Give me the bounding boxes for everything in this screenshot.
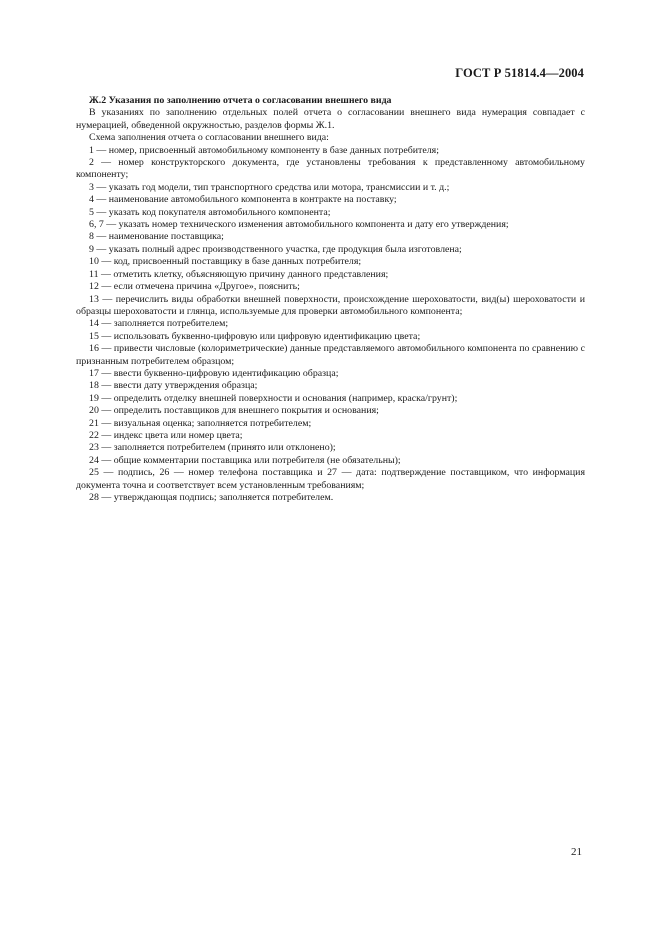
list-item: 20 — определить поставщиков для внешнего покрытия и основания;	[89, 405, 379, 417]
list-item: 6, 7 — указать номер технического изменения автомобильного компонента и дату его утверждения;	[89, 219, 509, 231]
section-title: Ж.2 Указания по заполнению отчета о согласовании внешнего вида	[89, 95, 392, 106]
list-item: 15 — использовать буквенно-цифровую или цифровую идентификацию цвета;	[89, 330, 421, 342]
list-item: 24 — общие комментарии поставщика или потребителя (не обязательны);	[89, 454, 401, 466]
list-item: 9 — указать полный адрес производственного участка, где продукция была изготовлена;	[89, 243, 462, 255]
list-item: 1 — номер, присвоенный автомобильному компоненту в базе данных потребителя;	[89, 144, 439, 156]
list-item: 4 — наименование автомобильного компонента в контракте на поставку;	[89, 194, 397, 206]
list-item: 2 — номер конструкторского документа, где установлены требования к представленному автомобильному компоненту;	[76, 157, 585, 181]
paragraph-scheme-heading: Схема заполнения отчета о согласовании внешнего вида:	[89, 132, 329, 144]
list-item: 25 — подпись, 26 — номер телефона поставщика и 27 — дата: подтверждение поставщиком, что информация документа точна и соответствует всем установленным требованиям;	[76, 467, 585, 491]
list-item: 12 — если отмечена причина «Другое», пояснить;	[89, 281, 300, 293]
list-item: 11 — отметить клетку, объясняющую причину данного представления;	[89, 268, 389, 280]
list-item: 14 — заполняется потребителем;	[89, 318, 229, 330]
list-item: 17 — ввести буквенно-цифровую идентификацию образца;	[89, 367, 339, 379]
list-item: 13 — перечислить виды обработки внешней поверхности, происхождение шероховатости, вид(ы) шероховатости и образцы шероховатости и глянца, используемые для проверки автомобильного компонента;	[76, 293, 585, 317]
list-item: 19 — определить отделку внешней поверхности и основания (например, краска/грунт);	[89, 392, 458, 404]
list-item: 5 — указать код покупателя автомобильного компонента;	[89, 206, 331, 218]
paragraph-intro: В указаниях по заполнению отдельных полей отчета о согласовании внешнего вида нумерация совпадает с нумерацией, обведенной окружностью, разделов формы Ж.1.	[76, 107, 585, 131]
list-item: 28 — утверждающая подпись; заполняется потребителем.	[89, 492, 334, 503]
list-item: 21 — визуальная оценка; заполняется потребителем;	[89, 417, 312, 429]
list-item: 18 — ввести дату утверждения образца;	[89, 380, 258, 392]
list-item: 10 — код, присвоенный поставщику в базе данных потребителя;	[89, 256, 362, 268]
standard-header: ГОСТ Р 51814.4—2004	[455, 66, 584, 80]
list-item: 22 — индекс цвета или номер цвета;	[89, 429, 243, 441]
list-item: 3 — указать год модели, тип транспортного средства или мотора, трансмиссии и т. д.;	[89, 181, 450, 193]
list-item: 23 — заполняется потребителем (принято или отклонено);	[89, 442, 336, 454]
page-number: 21	[571, 846, 582, 858]
page-body	[76, 95, 585, 504]
list-item: 8 — наименование поставщика;	[89, 231, 224, 243]
list-item: 16 — привести числовые (колориметрические) данные представляемого автомобильного компонента по сравнению с признанным потребителем образцом;	[76, 343, 585, 367]
